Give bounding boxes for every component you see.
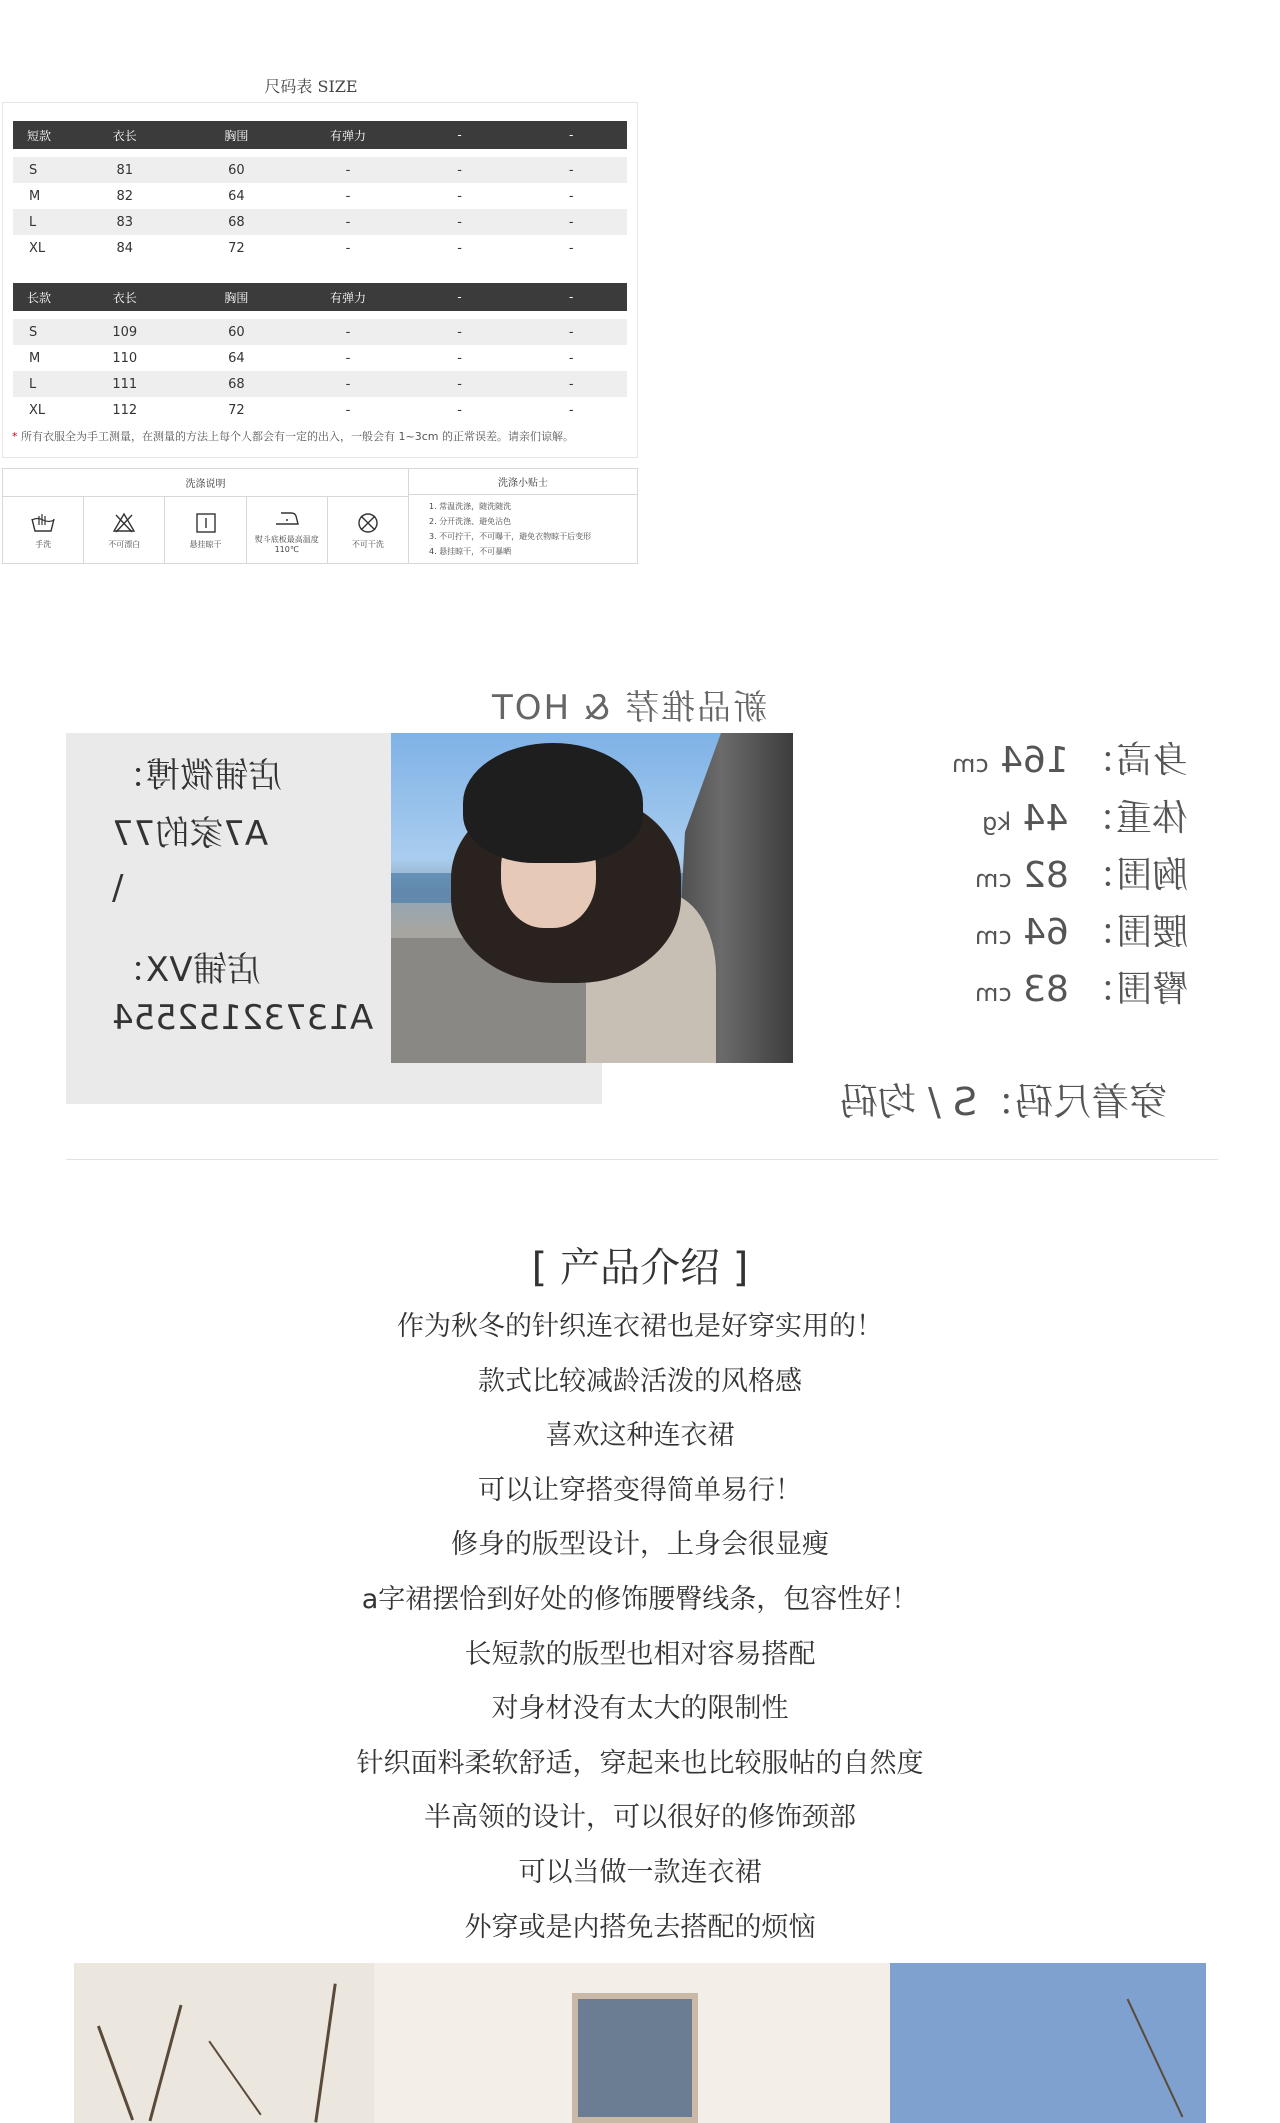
table-cell: XL [29, 402, 46, 418]
table-cell: - [345, 162, 351, 178]
header-cell: 胸围 [224, 128, 249, 143]
intro-line: 对身材没有太大的限制性 [491, 1693, 789, 1725]
table-row [13, 397, 627, 423]
table-cell: - [457, 324, 462, 340]
wash-label: 不可干洗 [351, 539, 384, 549]
iron-icon [273, 506, 301, 530]
table-cell: L [29, 214, 37, 230]
shop-weibo-label: 店铺微博： [112, 756, 282, 796]
stat-value: 44 [1022, 798, 1069, 839]
shop-separator: \ [112, 868, 124, 908]
model-stat-hip [975, 961, 1188, 1012]
stat-unit: cm [951, 750, 989, 778]
table-cell: - [457, 240, 462, 256]
model-photo [391, 733, 793, 1063]
size-table-header [13, 283, 627, 311]
shop-vx-value: A13732152554 [112, 998, 374, 1038]
stat-value: 82 [1022, 855, 1069, 896]
intro-line: 长短款的版型也相对容易搭配 [464, 1638, 816, 1670]
stat-value: 64 [1022, 912, 1069, 953]
table-cell: 68 [228, 376, 245, 392]
note-text: 所有衣服全为手工测量，在测量的方法上每个人都会有一定的出入，一般会有 1~3cm 的正常误差。请亲们谅解。 [21, 430, 574, 443]
table-cell: - [345, 402, 351, 418]
table-cell: - [457, 350, 462, 366]
table-cell: 72 [228, 240, 245, 256]
intro-title: [ 产品介绍 ] [531, 1245, 749, 1291]
table-cell: - [345, 240, 351, 256]
model-stat-weight [982, 790, 1188, 841]
table-cell: - [568, 402, 574, 418]
table-cell: 64 [228, 188, 245, 204]
table-cell: - [568, 214, 574, 230]
section-divider [66, 1159, 1218, 1160]
wash-tip: 1. 常温洗涤，随洗随洗 [429, 502, 512, 511]
table-cell: 72 [228, 402, 245, 418]
table-cell: - [568, 324, 574, 340]
wash-label: 悬挂晾干 [189, 539, 222, 549]
stat-label: 腰围： [1079, 912, 1188, 953]
table-cell: L [29, 376, 37, 392]
measurement-note [12, 428, 632, 444]
wash-tip: 2. 分开洗涤、避免沾色 [429, 517, 512, 526]
table-cell: 83 [116, 214, 134, 230]
wash-item [247, 497, 328, 563]
table-cell: S [29, 324, 38, 340]
table-cell: - [345, 214, 351, 230]
table-row [13, 157, 627, 183]
stat-label: 身高： [1079, 740, 1188, 781]
intro-line: a字裙摆恰到好处的修饰腰臀线条，包容性好！ [361, 1583, 919, 1615]
table-row [13, 183, 627, 209]
intro-line: 外穿或是内搭免去搭配的烦恼 [464, 1911, 816, 1943]
header-cell: - [457, 128, 462, 142]
table-cell: - [568, 350, 574, 366]
table-cell: 64 [228, 350, 245, 366]
table-row [13, 235, 627, 261]
header-cell: - [457, 290, 462, 304]
header-cell: - [569, 290, 574, 304]
hang-dry-icon [192, 511, 220, 535]
size-table-long [13, 283, 627, 423]
table-cell: 81 [116, 162, 134, 178]
table-cell: M [29, 188, 41, 204]
stat-unit: kg [982, 808, 1012, 836]
size-table-header [13, 121, 627, 149]
shop-vx-label: 店铺VX： [112, 950, 261, 990]
table-cell: - [345, 324, 351, 340]
header-cell: 有弹力 [329, 290, 366, 305]
shop-weibo-value: A7家的77 [112, 814, 269, 854]
table-cell: - [568, 240, 574, 256]
stat-label: 臀围： [1079, 969, 1188, 1010]
intro-line: 款式比较减龄活泼的风格感 [478, 1365, 802, 1397]
intro-text [0, 1300, 1280, 1955]
table-cell: 111 [112, 376, 138, 392]
size-chart-section [0, 0, 640, 565]
table-cell: 110 [112, 350, 138, 366]
table-row [13, 209, 627, 235]
model-wear-size: 穿着尺码：S / 均码 [840, 1080, 1168, 1124]
table-cell: - [457, 162, 462, 178]
wash-item [328, 497, 408, 563]
no-bleach-icon [110, 511, 138, 535]
table-cell: 68 [228, 214, 245, 230]
table-cell: - [457, 376, 462, 392]
table-cell: - [568, 188, 574, 204]
table-cell: 84 [116, 240, 134, 256]
hand-wash-icon [29, 511, 57, 535]
model-stat-height [952, 732, 1188, 783]
table-cell: - [345, 350, 351, 366]
stat-unit: cm [974, 979, 1012, 1007]
wash-label: 熨斗底板最高温度110℃ [254, 535, 319, 554]
header-cell: 长款 [27, 290, 52, 305]
stat-value: 164 [999, 740, 1069, 781]
intro-line: 修身的版型设计，上身会很显瘦 [451, 1529, 829, 1561]
table-cell: - [457, 402, 462, 418]
table-cell: S [29, 162, 38, 178]
table-cell: 60 [228, 324, 245, 340]
wash-label: 不可漂白 [108, 539, 141, 549]
stat-unit: cm [974, 865, 1012, 893]
table-cell: - [457, 214, 462, 230]
table-cell: - [457, 188, 462, 204]
model-section-title: 新品推荐 & HOT [490, 688, 768, 728]
wash-label: 手洗 [35, 539, 52, 549]
table-cell: M [29, 350, 41, 366]
table-row [13, 345, 627, 371]
stat-label: 体重： [1079, 798, 1188, 839]
model-stat-bust [975, 847, 1188, 898]
intro-line: 可以让穿搭变得简单易行！ [478, 1474, 802, 1506]
table-cell: - [568, 162, 574, 178]
table-cell: - [345, 188, 351, 204]
note-star: * [12, 430, 18, 443]
intro-line: 针织面料柔软舒适，穿起来也比较服帖的自然度 [356, 1747, 924, 1779]
table-cell: 82 [116, 188, 134, 204]
intro-line: 作为秋冬的针织连衣裙也是好穿实用的！ [397, 1311, 883, 1342]
header-cell: - [569, 128, 574, 142]
header-cell: 胸围 [224, 290, 249, 305]
header-cell: 有弹力 [329, 128, 366, 143]
wash-item [165, 497, 246, 563]
table-cell: - [568, 376, 574, 392]
intro-line: 半高领的设计，可以很好的修饰颈部 [424, 1802, 856, 1834]
size-chart-title: 尺码表 SIZE [264, 77, 358, 96]
washing-tips-panel [409, 469, 637, 563]
model-stat-waist [975, 904, 1188, 955]
stat-value: 83 [1022, 969, 1069, 1010]
table-row [13, 319, 627, 345]
wash-tip: 4. 悬挂晾干，不可暴晒 [429, 547, 512, 556]
header-cell: 衣长 [112, 290, 137, 305]
washing-title: 洗涤说明 [3, 469, 408, 497]
intro-line: 喜欢这种连衣裙 [545, 1420, 735, 1452]
table-row [13, 371, 627, 397]
header-cell: 短款 [27, 128, 52, 143]
header-cell: 衣长 [112, 128, 137, 143]
intro-line: 可以当做一款连衣裙 [518, 1856, 762, 1888]
wash-item [84, 497, 165, 563]
no-dry-clean-icon [354, 511, 382, 535]
stat-unit: cm [974, 922, 1012, 950]
table-cell: 112 [112, 402, 138, 418]
table-cell: XL [29, 240, 46, 256]
washing-icons-panel [3, 469, 409, 563]
table-cell: 109 [112, 324, 138, 340]
washing-tips-title: 洗涤小贴士 [409, 469, 637, 495]
table-cell: 60 [228, 162, 245, 178]
wash-tip: 3. 不可拧干，不可曝干，避免衣物晾干后变形 [429, 532, 592, 541]
washing-instructions [2, 468, 638, 564]
table-cell: - [345, 376, 351, 392]
wash-item [3, 497, 84, 563]
stat-label: 胸围： [1079, 855, 1188, 896]
size-table-short [13, 121, 627, 261]
product-photo [74, 1963, 1206, 2123]
